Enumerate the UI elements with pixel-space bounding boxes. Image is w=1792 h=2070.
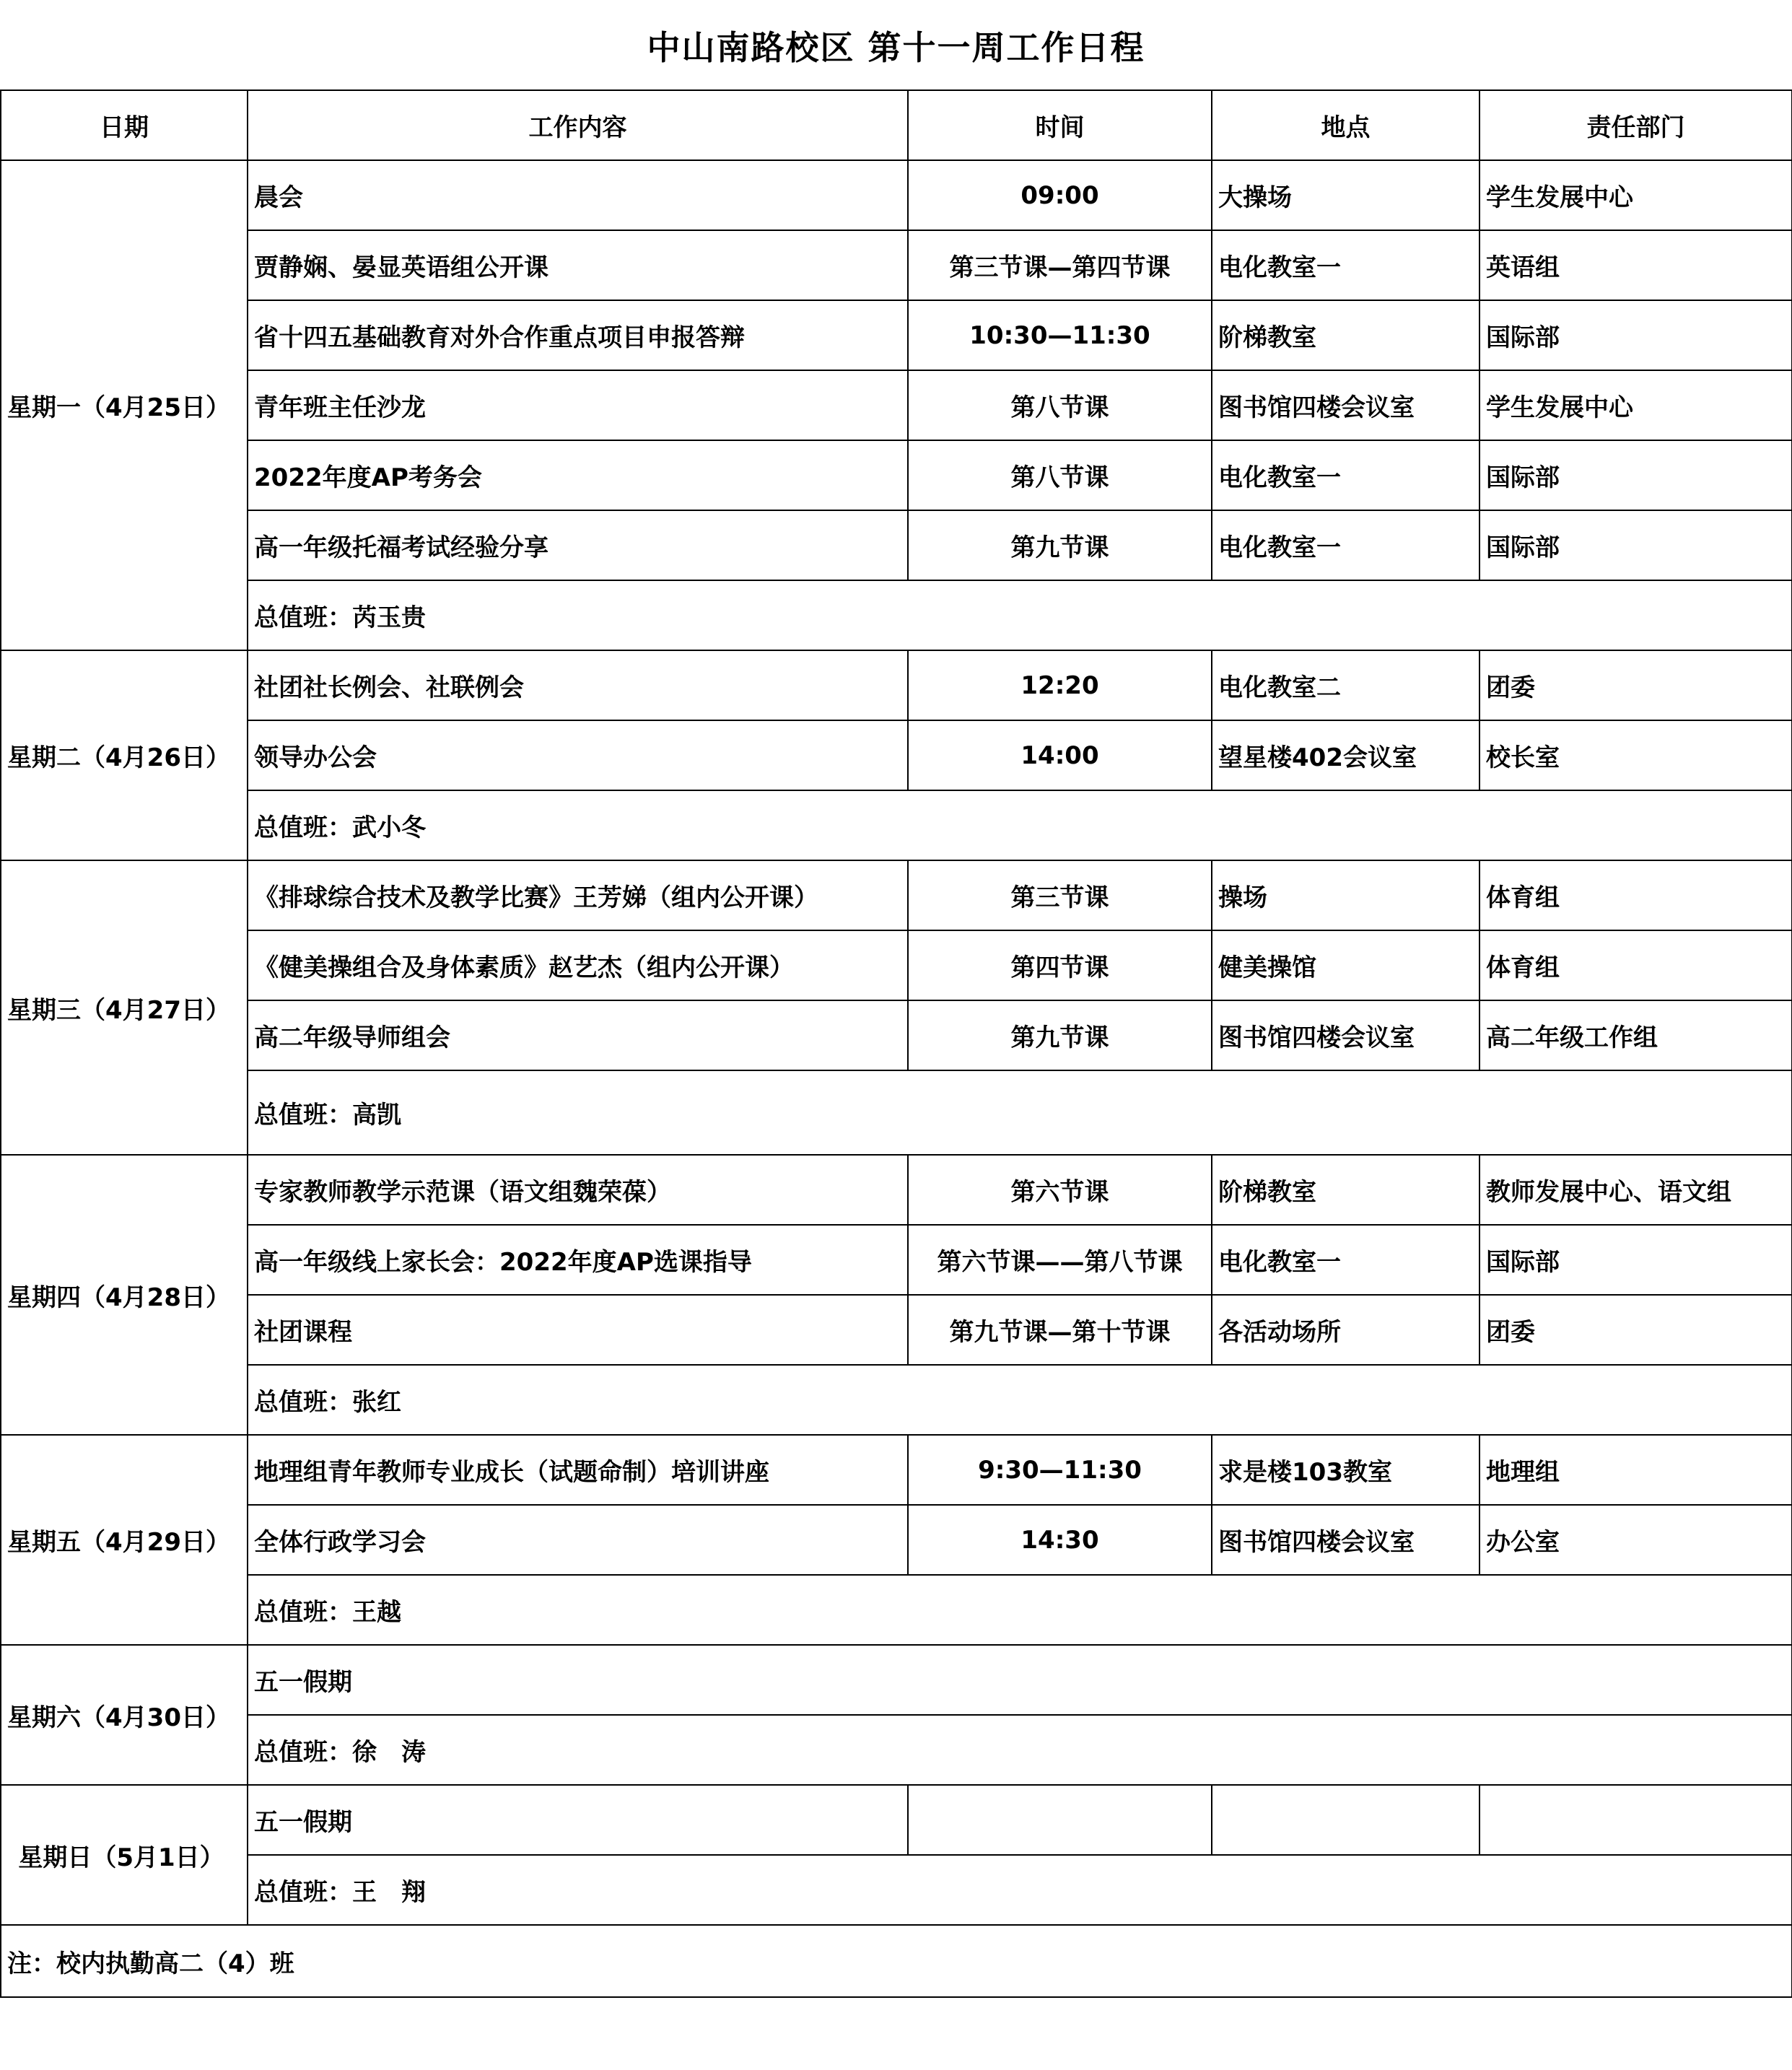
item-dept: 地理组: [1480, 1435, 1792, 1505]
empty-cell: [908, 1785, 1212, 1855]
item-content: 社团课程: [248, 1295, 908, 1365]
item-content: 《排球综合技术及教学比赛》王芳娣（组内公开课）: [248, 860, 908, 930]
item-dept: 团委: [1480, 1295, 1792, 1365]
item-content: 领导办公会: [248, 720, 908, 790]
item-dept: 学生发展中心: [1480, 160, 1792, 230]
item-dept: 国际部: [1480, 440, 1792, 510]
item-dept: 英语组: [1480, 230, 1792, 300]
day-date: 星期六（4月30日）: [1, 1645, 248, 1785]
duty-officer: 总值班：王 翔: [248, 1855, 1792, 1925]
item-content: 省十四五基础教育对外合作重点项目申报答辩: [248, 300, 908, 370]
table-row: [1, 230, 1792, 300]
day-date: 星期四（4月28日）: [1, 1155, 248, 1435]
item-content: 高一年级线上家长会：2022年度AP选课指导: [248, 1225, 908, 1295]
header-row: [1, 90, 1792, 160]
item-dept: 国际部: [1480, 300, 1792, 370]
duty-row: [1, 1070, 1792, 1155]
item-place: 图书馆四楼会议室: [1212, 1505, 1480, 1575]
table-row: [1, 1785, 1792, 1855]
item-dept: 高二年级工作组: [1480, 1000, 1792, 1070]
item-place: 操场: [1212, 860, 1480, 930]
item-time: 第三节课—第四节课: [908, 230, 1212, 300]
table-row: [1, 650, 1792, 720]
item-content: 高二年级导师组会: [248, 1000, 908, 1070]
item-time: 09:00: [908, 160, 1212, 230]
header-place: 地点: [1212, 90, 1480, 160]
item-dept: 体育组: [1480, 930, 1792, 1000]
holiday-note: 五一假期: [248, 1785, 908, 1855]
item-content: 晨会: [248, 160, 908, 230]
duty-row: [1, 1855, 1792, 1925]
item-time: 14:30: [908, 1505, 1212, 1575]
table-row: [1, 1155, 1792, 1225]
day-date: 星期三（4月27日）: [1, 860, 248, 1155]
item-time: 第九节课: [908, 510, 1212, 580]
empty-cell: [1480, 1785, 1792, 1855]
item-content: 2022年度AP考务会: [248, 440, 908, 510]
item-place: 电化教室二: [1212, 650, 1480, 720]
item-place: 图书馆四楼会议室: [1212, 1000, 1480, 1070]
item-place: 求是楼103教室: [1212, 1435, 1480, 1505]
item-dept: 团委: [1480, 650, 1792, 720]
table-row: [1, 440, 1792, 510]
item-time: 10:30—11:30: [908, 300, 1212, 370]
item-place: 望星楼402会议室: [1212, 720, 1480, 790]
table-row: [1, 720, 1792, 790]
item-place: 健美操馆: [1212, 930, 1480, 1000]
item-content: 地理组青年教师专业成长（试题命制）培训讲座: [248, 1435, 908, 1505]
item-place: 电化教室一: [1212, 1225, 1480, 1295]
item-place: 阶梯教室: [1212, 1155, 1480, 1225]
duty-row: [1, 1575, 1792, 1645]
duty-row: [1, 1715, 1792, 1785]
item-content: 全体行政学习会: [248, 1505, 908, 1575]
item-content: 专家教师教学示范课（语文组魏荣葆）: [248, 1155, 908, 1225]
holiday-note: 五一假期: [248, 1645, 1792, 1715]
empty-cell: [1212, 1785, 1480, 1855]
item-content: 《健美操组合及身体素质》赵艺杰（组内公开课）: [248, 930, 908, 1000]
table-row: [1, 860, 1792, 930]
duty-officer: 总值班：徐 涛: [248, 1715, 1792, 1785]
note-row: [1, 1925, 1792, 1997]
item-content: 青年班主任沙龙: [248, 370, 908, 440]
header-date: 日期: [1, 90, 248, 160]
item-content: 高一年级托福考试经验分享: [248, 510, 908, 580]
item-place: 电化教室一: [1212, 440, 1480, 510]
table-row: [1, 1225, 1792, 1295]
item-time: 12:20: [908, 650, 1212, 720]
item-time: 9:30—11:30: [908, 1435, 1212, 1505]
item-dept: 国际部: [1480, 510, 1792, 580]
table-row: [1, 1435, 1792, 1505]
schedule-table: [0, 89, 1792, 1998]
duty-officer: 总值班：张红: [248, 1365, 1792, 1435]
item-place: 电化教室一: [1212, 510, 1480, 580]
header-dept: 责任部门: [1480, 90, 1792, 160]
header-time: 时间: [908, 90, 1212, 160]
duty-row: [1, 1365, 1792, 1435]
table-row: [1, 1505, 1792, 1575]
item-time: 第九节课—第十节课: [908, 1295, 1212, 1365]
item-content: 贾静娴、晏显英语组公开课: [248, 230, 908, 300]
table-row: [1, 370, 1792, 440]
duty-officer: 总值班：高凯: [248, 1070, 1792, 1155]
footer-note: 注：校内执勤高二（4）班: [1, 1925, 1792, 1997]
item-place: 各活动场所: [1212, 1295, 1480, 1365]
day-date: 星期二（4月26日）: [1, 650, 248, 860]
table-row: [1, 510, 1792, 580]
table-row: [1, 1000, 1792, 1070]
page-title: 中山南路校区 第十一周工作日程: [647, 28, 1145, 67]
day-date: 星期日（5月1日）: [1, 1785, 248, 1925]
table-row: [1, 1645, 1792, 1715]
item-time: 第三节课: [908, 860, 1212, 930]
item-place: 图书馆四楼会议室: [1212, 370, 1480, 440]
item-content: 社团社长例会、社联例会: [248, 650, 908, 720]
item-time: 第八节课: [908, 370, 1212, 440]
item-dept: 学生发展中心: [1480, 370, 1792, 440]
duty-row: [1, 580, 1792, 650]
day-date: 星期五（4月29日）: [1, 1435, 248, 1645]
item-time: 第六节课——第八节课: [908, 1225, 1212, 1295]
item-dept: 教师发展中心、语文组: [1480, 1155, 1792, 1225]
table-row: [1, 930, 1792, 1000]
item-time: 第八节课: [908, 440, 1212, 510]
duty-officer: 总值班：武小冬: [248, 790, 1792, 860]
item-place: 阶梯教室: [1212, 300, 1480, 370]
table-row: [1, 1295, 1792, 1365]
item-time: 14:00: [908, 720, 1212, 790]
table-row: [1, 160, 1792, 230]
item-time: 第九节课: [908, 1000, 1212, 1070]
item-dept: 办公室: [1480, 1505, 1792, 1575]
item-dept: 体育组: [1480, 860, 1792, 930]
header-content: 工作内容: [248, 90, 908, 160]
item-place: 大操场: [1212, 160, 1480, 230]
table-row: [1, 300, 1792, 370]
item-time: 第四节课: [908, 930, 1212, 1000]
item-dept: 校长室: [1480, 720, 1792, 790]
item-time: 第六节课: [908, 1155, 1212, 1225]
item-place: 电化教室一: [1212, 230, 1480, 300]
duty-officer: 总值班：芮玉贵: [248, 580, 1792, 650]
day-date: 星期一（4月25日）: [1, 160, 248, 650]
item-dept: 国际部: [1480, 1225, 1792, 1295]
duty-row: [1, 790, 1792, 860]
duty-officer: 总值班：王越: [248, 1575, 1792, 1645]
